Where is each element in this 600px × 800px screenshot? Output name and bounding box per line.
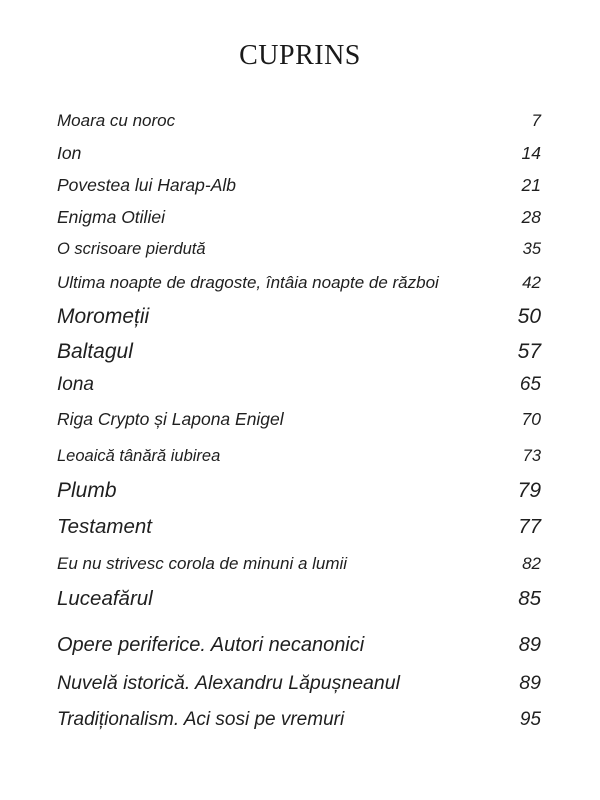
toc-entry-title: Nuvelă istorică. Alexandru Lăpușneanul xyxy=(57,672,400,694)
toc-entry-page: 28 xyxy=(521,207,541,227)
toc-entry-page: 89 xyxy=(518,634,541,656)
toc-entry-page: 65 xyxy=(519,374,541,395)
toc-entry xyxy=(57,672,541,694)
toc-entry-title: Ultima noapte de dragoste, întâia noapte de război xyxy=(57,273,439,292)
toc-entry xyxy=(57,480,541,502)
toc-entry-page: 82 xyxy=(522,554,541,573)
toc-entry xyxy=(57,408,541,430)
toc-entry-title: Testament xyxy=(57,515,152,538)
toc-entry xyxy=(57,110,541,132)
toc-entry-title: Iona xyxy=(57,374,94,395)
toc-entry-page: 79 xyxy=(517,479,541,502)
toc-entry xyxy=(57,445,541,467)
toc-entry-page: 89 xyxy=(519,672,541,694)
toc-entry xyxy=(57,306,541,328)
toc-entry xyxy=(57,341,541,363)
toc-entry-title: Eu nu strivesc corola de minuni a lumii xyxy=(57,554,348,573)
toc-entry xyxy=(57,553,541,575)
toc-entry-title: Plumb xyxy=(57,479,117,502)
toc-entry xyxy=(57,238,541,260)
toc-entry xyxy=(57,516,541,538)
toc-entry-page: 21 xyxy=(521,175,541,195)
toc-entry xyxy=(57,374,541,396)
toc-entry-title: Opere periferice. Autori necanonici xyxy=(57,634,365,656)
toc-entry xyxy=(57,142,541,164)
toc-entry-title: Riga Crypto și Lapona Enigel xyxy=(57,409,284,429)
toc-entry xyxy=(57,588,541,610)
toc-entry-title: Leoaică tânără iubirea xyxy=(57,447,221,465)
toc-entry-title: Baltagul xyxy=(57,340,133,363)
toc-entry xyxy=(57,174,541,196)
table-of-contents xyxy=(57,110,541,731)
toc-entry xyxy=(57,634,541,656)
toc-entry xyxy=(57,272,541,294)
toc-entry-title: Moromeții xyxy=(57,305,150,328)
page-title: CUPRINS xyxy=(239,40,361,71)
toc-entry-title: Enigma Otiliei xyxy=(57,207,165,227)
toc-entry-page: 77 xyxy=(518,515,541,538)
toc-entry-title: Ion xyxy=(57,143,82,163)
toc-entry xyxy=(57,206,541,228)
toc-entry-title: Povestea lui Harap-Alb xyxy=(57,175,236,195)
toc-entry-page: 14 xyxy=(521,143,541,163)
toc-entry-page: 73 xyxy=(522,447,541,465)
toc-entry-page: 42 xyxy=(522,273,541,292)
toc-entry-page: 7 xyxy=(531,111,541,130)
toc-entry-title: Luceafărul xyxy=(57,587,153,610)
toc-entry-page: 35 xyxy=(522,240,541,258)
toc-entry-page: 85 xyxy=(518,587,541,610)
toc-entry-title: Moara cu noroc xyxy=(57,111,176,130)
toc-entry-page: 50 xyxy=(517,305,541,328)
toc-entry-title: Tradiționalism. Aci sosi pe vremuri xyxy=(57,709,345,730)
toc-entry-page: 70 xyxy=(521,409,541,429)
toc-entry-title: O scrisoare pierdută xyxy=(57,240,206,258)
toc-entry xyxy=(57,709,541,731)
toc-entry-page: 95 xyxy=(519,709,541,730)
toc-entry-page: 57 xyxy=(517,340,541,363)
